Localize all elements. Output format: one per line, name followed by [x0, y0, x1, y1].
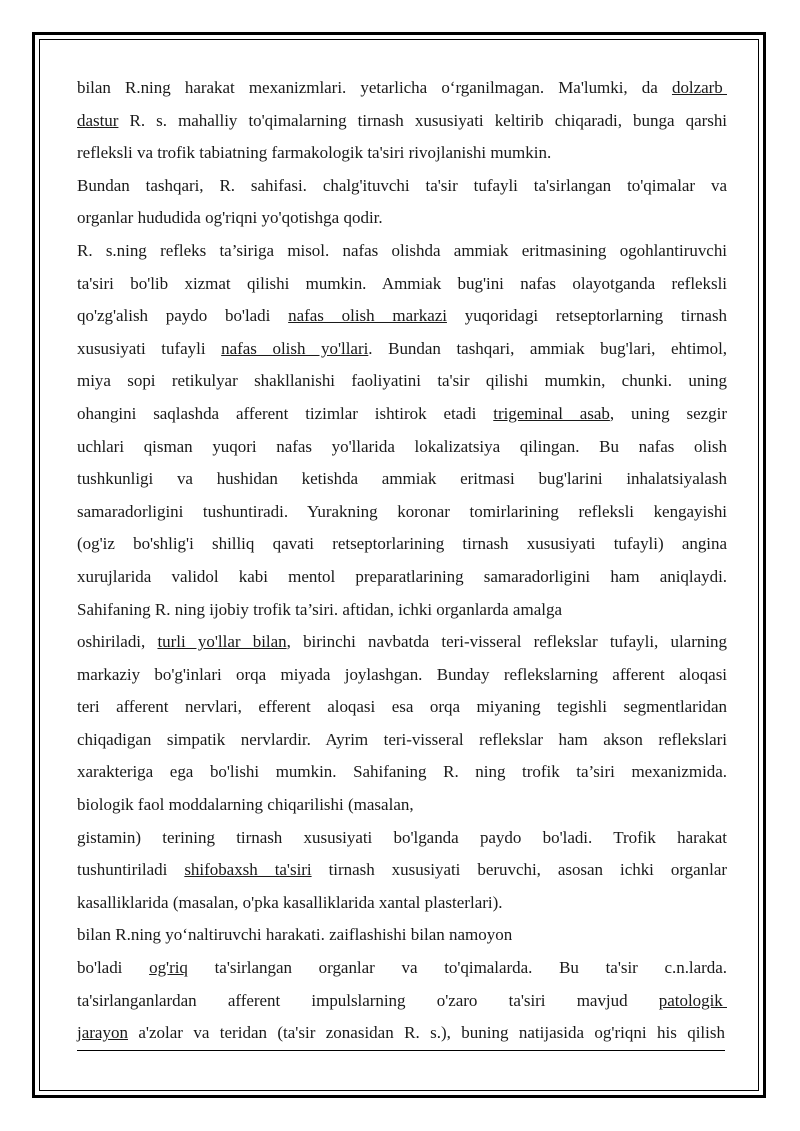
- text-run: biologik faol moddalarning chiqarilishi (masalan,: [77, 795, 414, 815]
- text-run: kasalliklarida (masalan, o'pka kasalliklarida xantal plasterlari).: [77, 892, 503, 912]
- text-line: [77, 594, 727, 627]
- text-line: [77, 1017, 725, 1051]
- text-line: [77, 105, 727, 138]
- text-run: , uning sezgir: [609, 403, 727, 423]
- hyperlink[interactable]: shifobaxsh ta'siri: [184, 860, 312, 880]
- text-run: xarakteriga ega bo'lishi mumkin. Sahifaning R. ning trofik ta’siri mexanizmida.: [77, 762, 727, 782]
- text-line: [77, 202, 727, 235]
- text-run: bilan R.ning yo‘naltiruvchi harakati. zaiflashishi bilan namoyon: [77, 925, 513, 945]
- hyperlink[interactable]: patologik: [658, 990, 727, 1010]
- text-line: [77, 561, 727, 594]
- text-line: [77, 854, 727, 887]
- text-run: Sahifaning R. ning ijobiy trofik ta’siri. aftidan, ichki organlarda amalga: [77, 599, 563, 619]
- text-line: [77, 691, 727, 724]
- hyperlink[interactable]: nafas olish yo'llari: [221, 338, 369, 358]
- hyperlink[interactable]: dastur: [77, 110, 119, 130]
- hyperlink[interactable]: trigeminal asab: [493, 403, 610, 423]
- text-run: , birinchi navbatda teri-visseral reflekslar tufayli, ularning: [286, 632, 727, 652]
- text-run: xurujlarida validol kabi mentol preparatlarining samaradorligini ham aniqlaydi.: [77, 566, 727, 586]
- text-run: gistamin) terining tirnash xususiyati bo'lganda paydo bo'ladi. Trofik harakat: [77, 827, 727, 847]
- text-run: bilan R.ning harakat mexanizmlari. yetarlicha o‘rganilmagan. Ma'lumki, da: [77, 78, 672, 97]
- document-body: [77, 72, 727, 1051]
- text-run: qo'zg'alish paydo bo'ladi: [77, 306, 289, 326]
- text-line: [77, 724, 727, 757]
- text-run: ta'sirlangan organlar va to'qimalarda. Bu ta'sir c.n.larda.: [187, 958, 727, 978]
- hyperlink[interactable]: nafas olish markazi: [288, 306, 447, 326]
- text-line: [77, 985, 727, 1018]
- text-run: a'zolar va teridan (ta'sir zonasidan R. s.), buning natijasida og'riqni his qilish: [127, 1023, 725, 1043]
- hyperlink[interactable]: turli yo'llar bilan: [157, 632, 287, 652]
- text-line: [77, 756, 727, 789]
- text-run: chiqadigan simpatik nervlardir. Ayrim teri-visseral reflekslar ham akson reflekslari: [77, 729, 727, 749]
- text-line: [77, 268, 727, 301]
- text-run: (og'iz bo'shlig'i shilliq qavati retseptorlarining tirnash xususiyati tufayli) angina: [77, 534, 727, 554]
- text-line: [77, 398, 727, 431]
- text-run: R. s.ning refleks ta’siriga misol. nafas olishda ammiak eritmasining ogohlantiruvchi: [77, 240, 727, 260]
- text-line: [77, 235, 727, 268]
- text-run: markaziy bo'g'inlari orqa miyada joylashgan. Bunday reflekslarning afferent aloqasi: [77, 664, 727, 684]
- text-line: [77, 659, 727, 692]
- text-run: samaradorligini tushuntiradi. Yurakning koronar tomirlarining refleksli kengayishi: [77, 501, 727, 521]
- text-line: [77, 626, 727, 659]
- text-run: tushkunligi va hushidan ketishda ammiak eritmasi bug'larini inhalatsiyalash: [77, 469, 727, 489]
- text-run: bo'ladi: [77, 958, 150, 978]
- text-line: [77, 431, 727, 464]
- text-run: yuqoridagi retseptorlarning tirnash: [446, 306, 728, 326]
- text-line: [77, 333, 727, 366]
- hyperlink[interactable]: og'riq: [149, 958, 188, 978]
- text-run: ta'sirlanganlardan afferent impulslarning o'zaro ta'siri mavjud: [77, 990, 659, 1010]
- text-run: tirnash xususiyati beruvchi, asosan ichki organlar: [311, 860, 727, 880]
- text-run: oshiriladi,: [77, 632, 158, 652]
- text-run: uchlari qisman yuqori nafas yo'llarida lokalizatsiya qilingan. Bu nafas olish: [77, 436, 727, 456]
- text-line: [77, 822, 727, 855]
- text-line: [77, 919, 727, 952]
- text-run: . Bundan tashqari, ammiak bug'lari, ehtimol,: [368, 338, 728, 358]
- text-line: [77, 789, 727, 822]
- text-run: xususiyati tufayli: [77, 338, 222, 358]
- text-line: [77, 365, 727, 398]
- text-run: tushuntiriladi: [77, 860, 185, 880]
- text-line: [77, 887, 727, 920]
- text-run: refleksli va trofik tabiatning farmakologik ta'siri rivojlanishi mumkin.: [77, 143, 552, 163]
- text-line: [77, 952, 727, 985]
- text-run: teri afferent nervlari, efferent aloqasi esa orqa miyaning tegishli segmentlaridan: [77, 697, 727, 717]
- hyperlink[interactable]: jarayon: [77, 1023, 128, 1043]
- text-line: [77, 463, 727, 496]
- text-line: [77, 496, 727, 529]
- text-run: R. s. mahalliy to'qimalarning tirnash xususiyati keltirib chiqaradi, bunga qarshi: [118, 110, 727, 130]
- text-run: ta'siri bo'lib xizmat qilishi mumkin. Ammiak bug'ini nafas olayotganda refleksli: [77, 273, 727, 293]
- text-line: [77, 300, 727, 333]
- text-line: [77, 72, 727, 105]
- text-line: [77, 137, 727, 170]
- text-line: [77, 170, 727, 203]
- text-run: miya sopi retikulyar shakllanishi faoliyatini ta'sir qilishi mumkin, chunki. uning: [77, 371, 727, 391]
- text-run: Bundan tashqari, R. sahifasi. chalg'ituvchi ta'sir tufayli ta'sirlangan to'qimalar va: [77, 175, 727, 195]
- text-run: ohangini saqlashda afferent tizimlar ishtirok etadi: [77, 403, 494, 423]
- text-line: [77, 528, 727, 561]
- hyperlink[interactable]: dolzarb: [671, 78, 727, 97]
- text-run: organlar hududida og'riqni yo'qotishga qodir.: [77, 208, 383, 228]
